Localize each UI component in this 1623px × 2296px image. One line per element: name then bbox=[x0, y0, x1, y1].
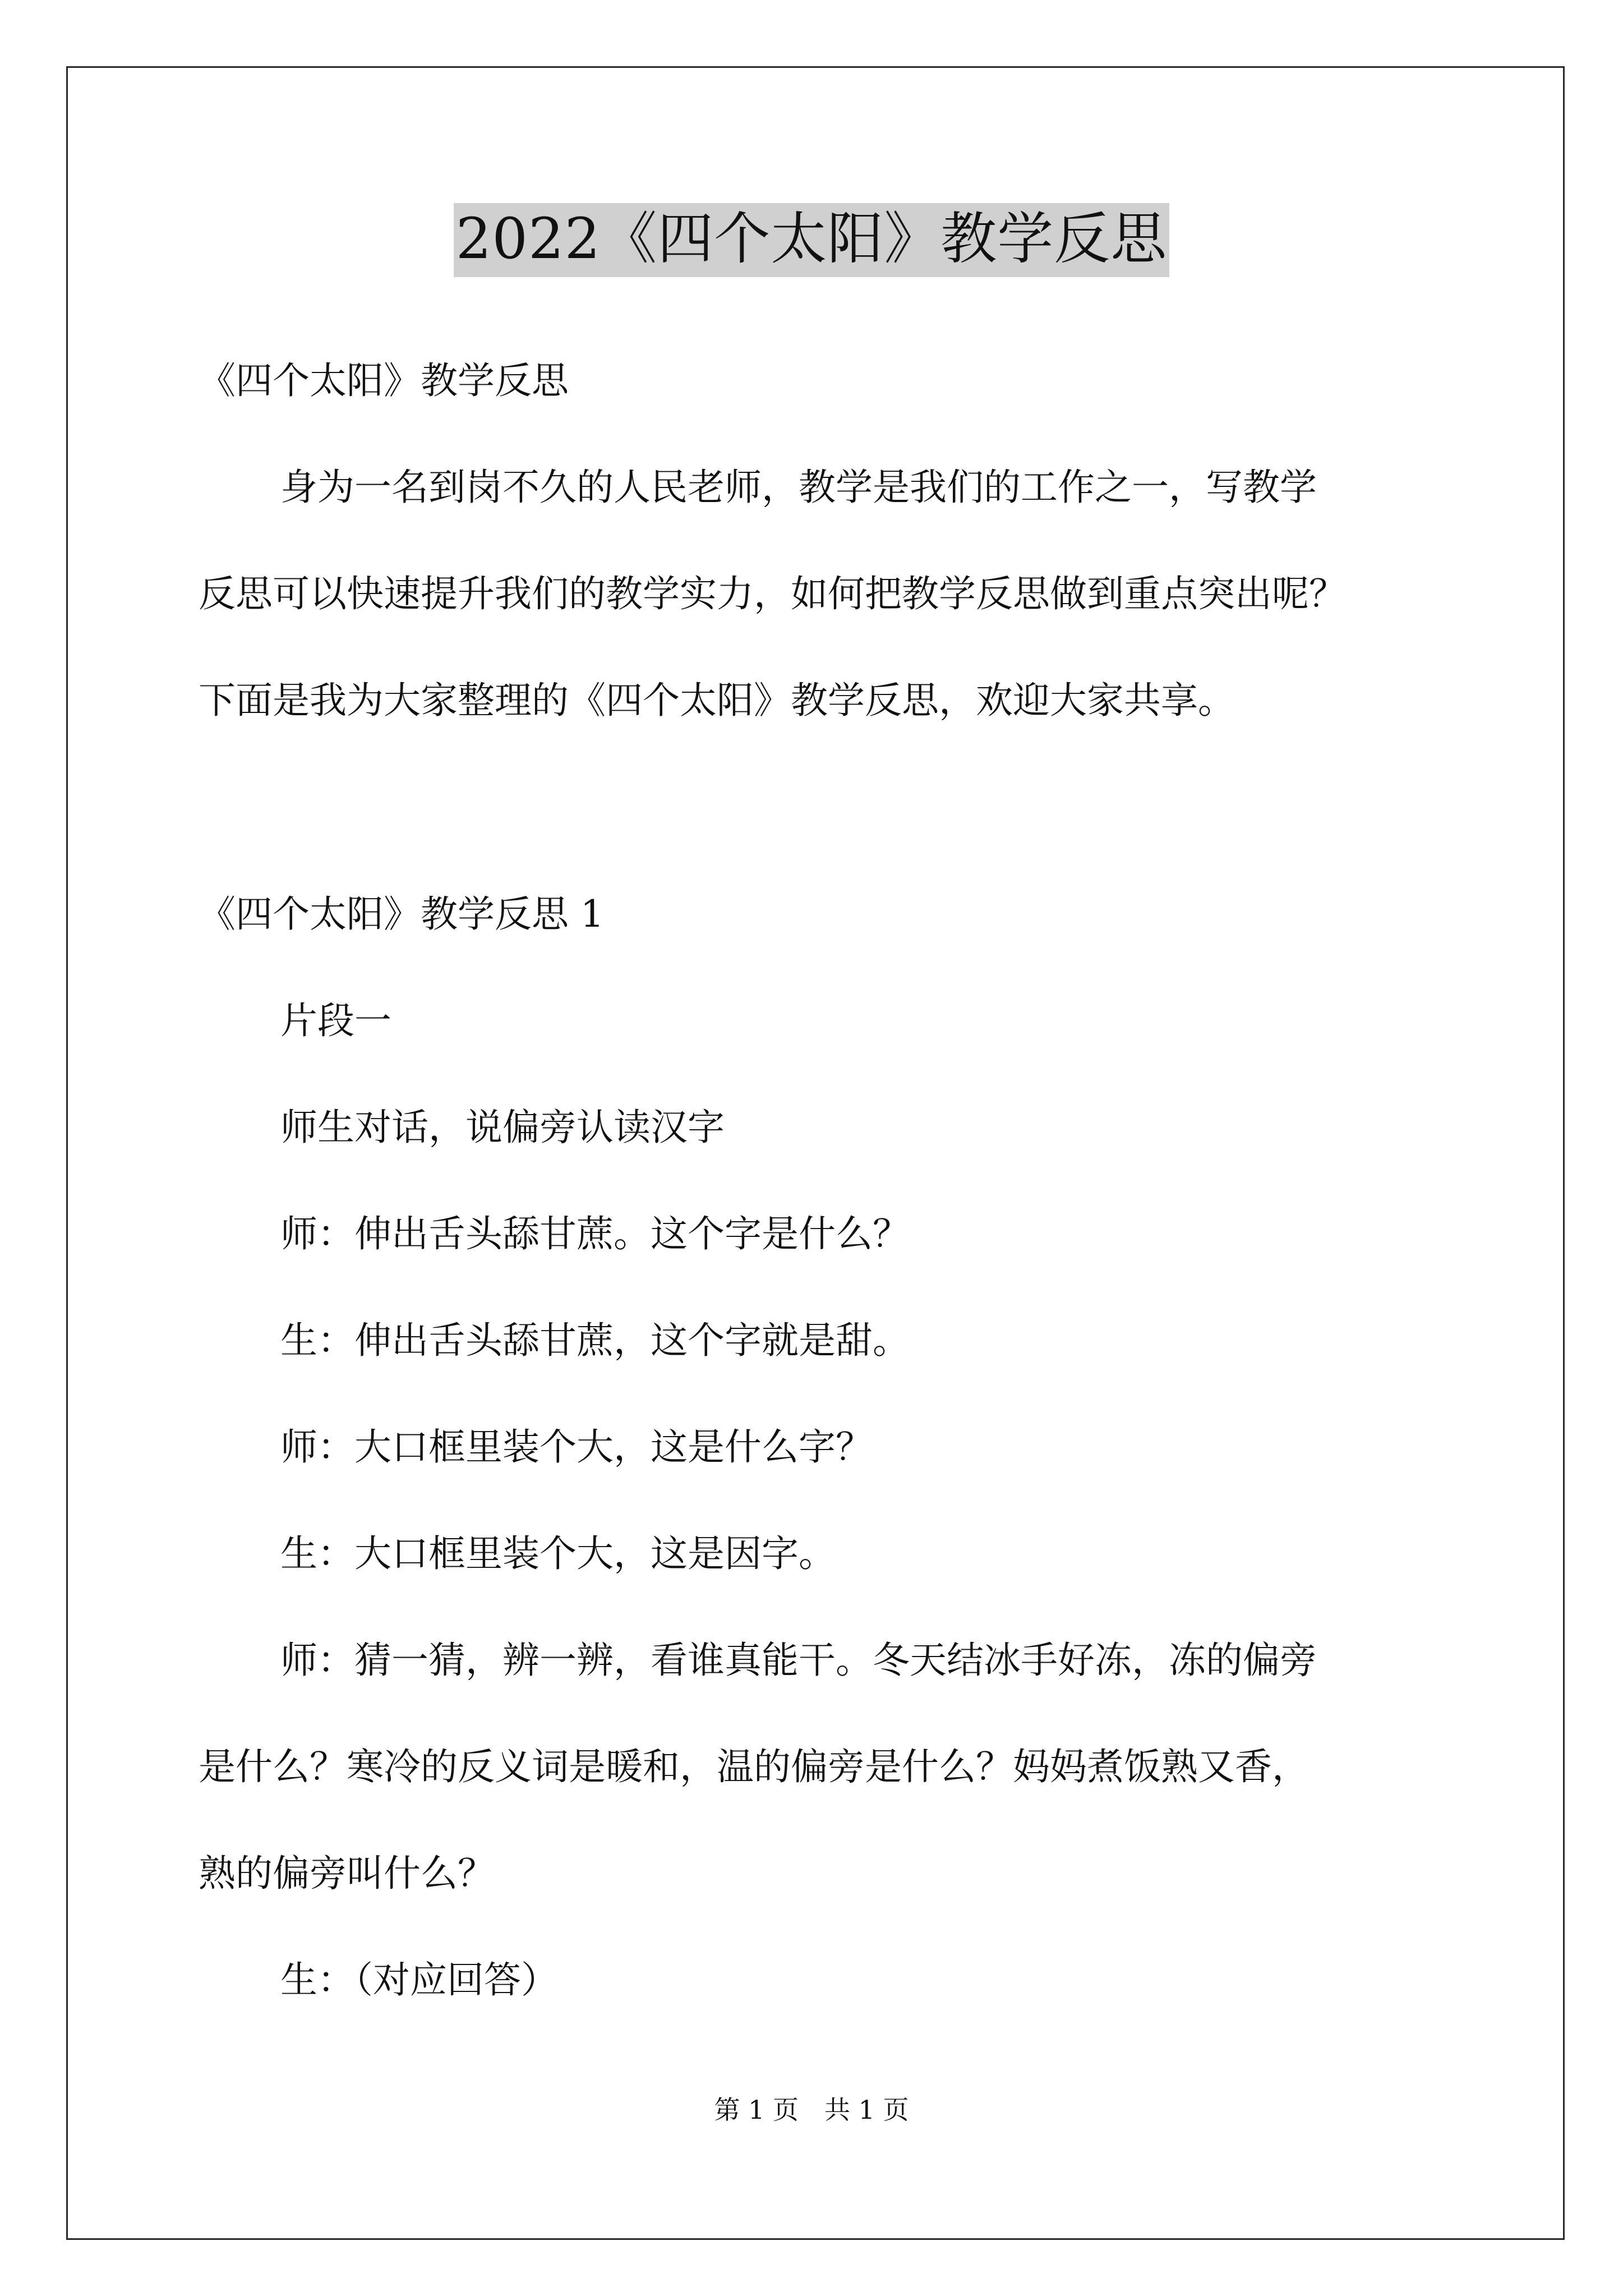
long-para-line-1: 师：猜一猜，辨一辨，看谁真能干。冬天结冰手好冻，冻的偏旁 bbox=[280, 1639, 1317, 1682]
dialogue-line-2: 生：伸出舌头舔甘蔗，这个字就是甜。 bbox=[280, 1319, 910, 1362]
document-subtitle: 《四个太阳》教学反思 bbox=[199, 359, 569, 402]
intro-line-2: 反思可以快速提升我们的教学实力，如何把教学反思做到重点突出呢？ bbox=[199, 572, 1346, 615]
section-line-1: 片段一 bbox=[280, 999, 391, 1042]
dialogue-line-4: 生：大口框里装个大，这是因字。 bbox=[280, 1532, 836, 1575]
document-title bbox=[0, 203, 1623, 277]
intro-line-1: 身为一名到岗不久的人民老师，教学是我们的工作之一，写教学 bbox=[280, 466, 1317, 509]
dialogue-line-3: 师：大口框里装个大，这是什么字？ bbox=[280, 1425, 873, 1469]
document-title-text: 2022《四个太阳》教学反思 bbox=[454, 203, 1170, 277]
section-heading: 《四个太阳》教学反思 1 bbox=[199, 892, 604, 936]
section-line-2: 师生对话，说偏旁认读汉字 bbox=[280, 1106, 725, 1149]
page-number: 第 1 页 共 1 页 bbox=[714, 2095, 909, 2125]
answer-line: 生：（对应回答） bbox=[280, 1958, 558, 2001]
long-para-line-2: 是什么？寒冷的反义词是暖和，温的偏旁是什么？妈妈煮饭熟又香， bbox=[199, 1745, 1309, 1788]
intro-line-3: 下面是我为大家整理的《四个太阳》教学反思，欢迎大家共享。 bbox=[199, 679, 1235, 722]
long-para-line-3: 熟的偏旁叫什么？ bbox=[199, 1852, 495, 1895]
dialogue-line-1: 师：伸出舌头舔甘蔗。这个字是什么？ bbox=[280, 1212, 910, 1255]
